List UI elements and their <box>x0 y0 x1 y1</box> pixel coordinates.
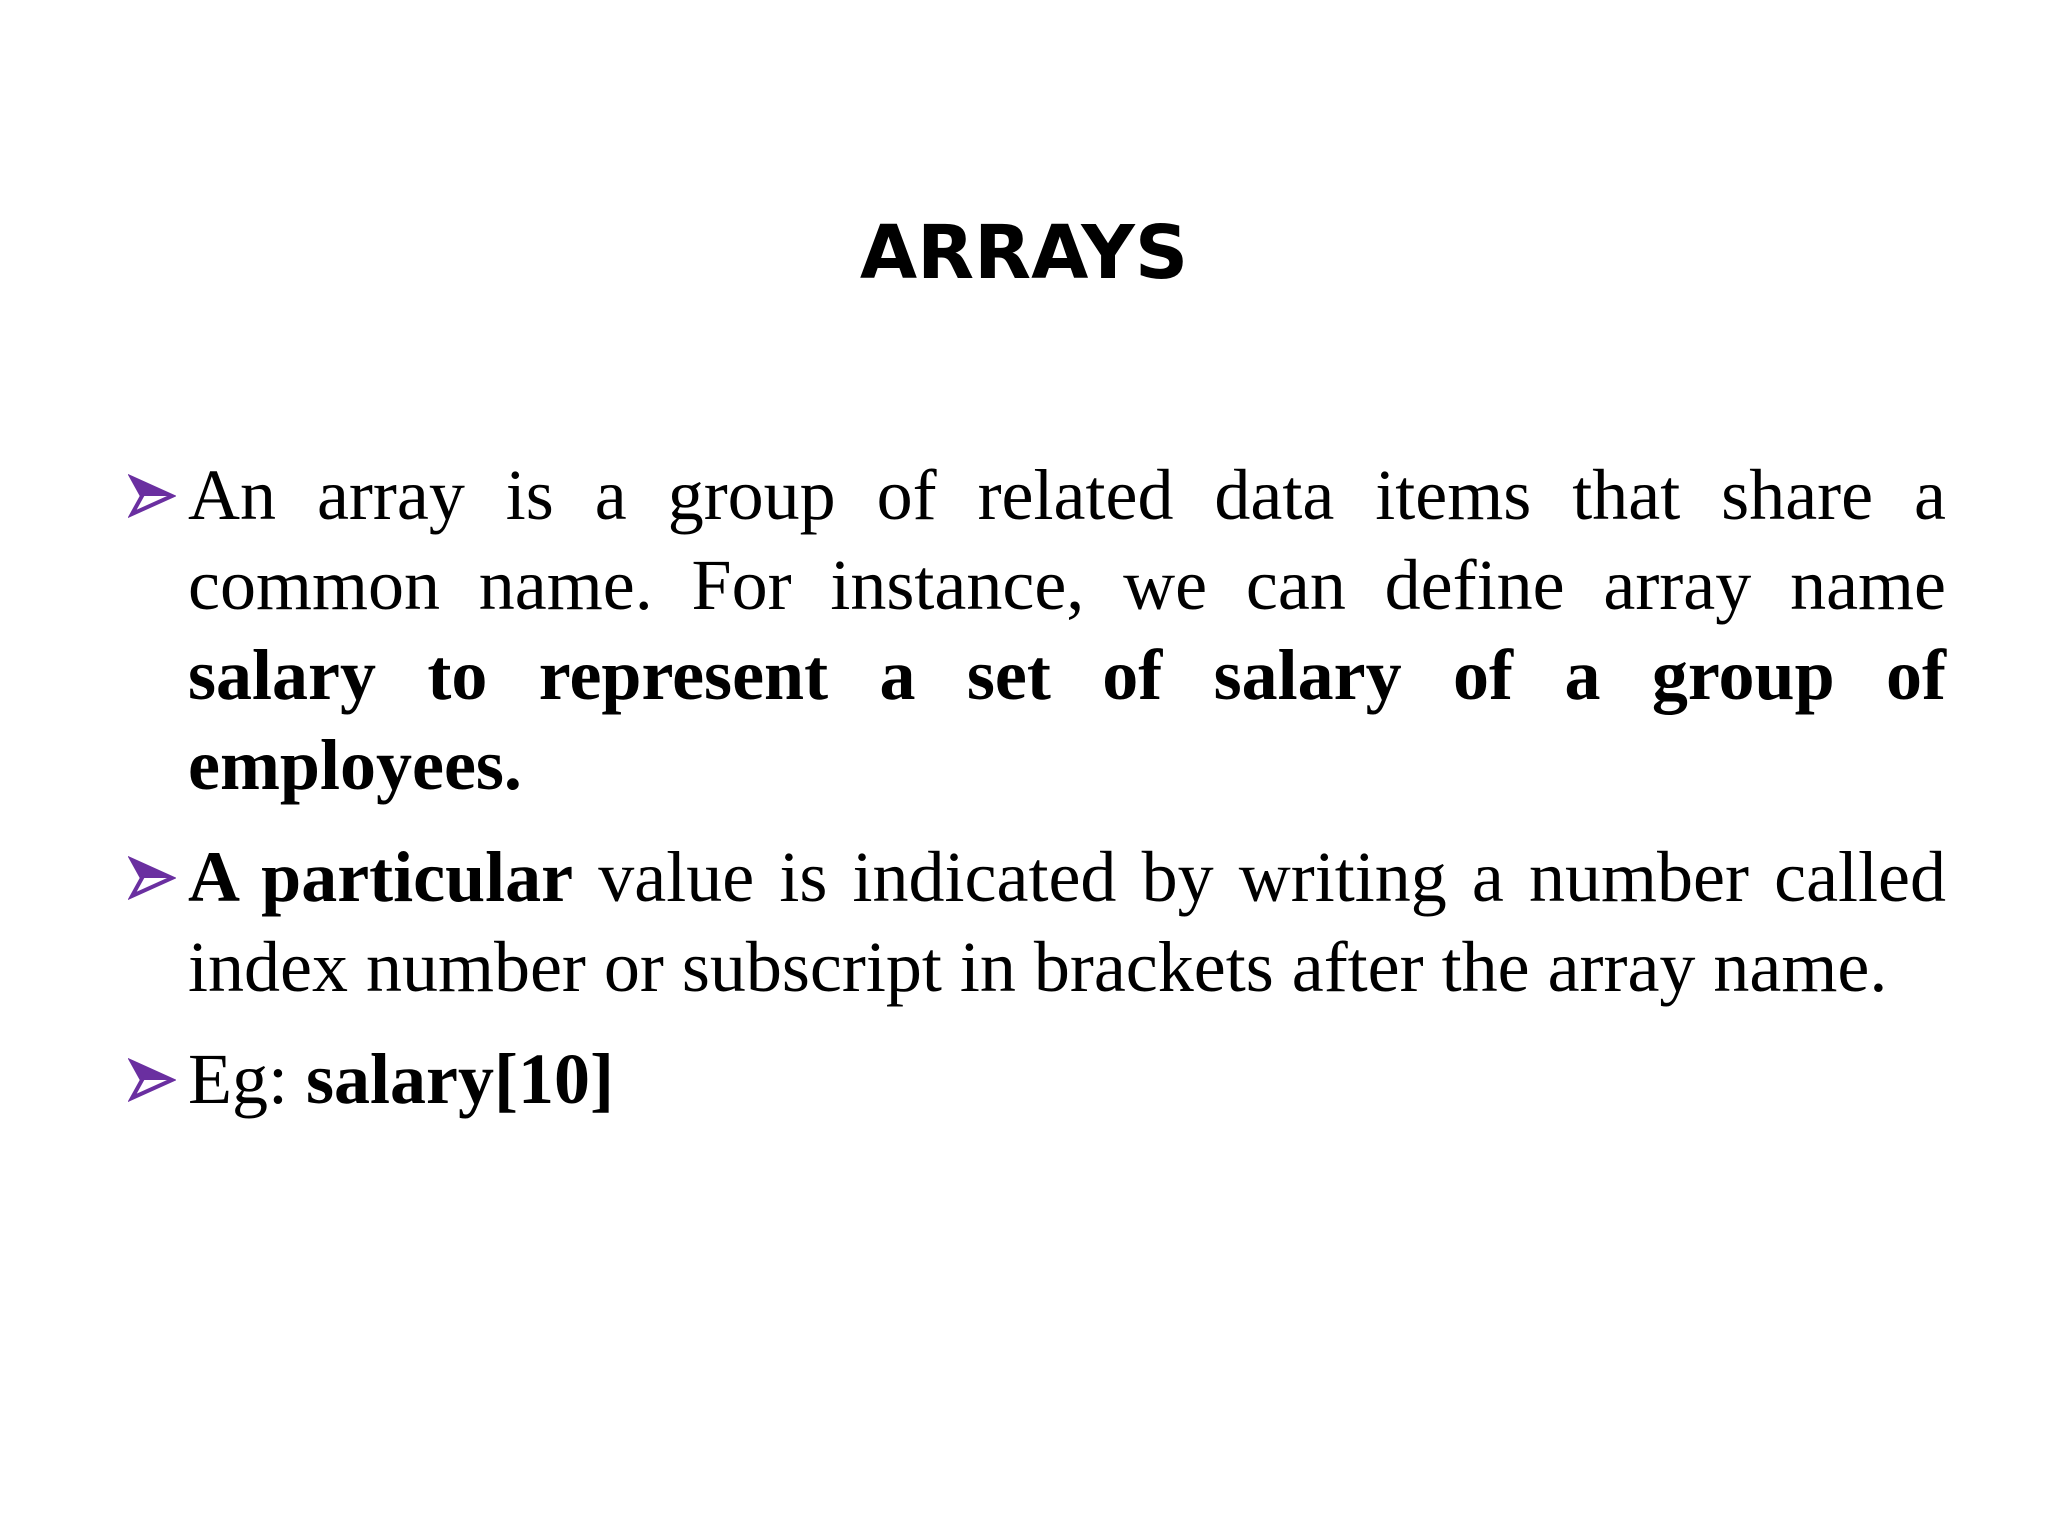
bullet-text-regular: An array is a group of related data items that share a common name. For instance, we can define array name <box>188 455 1946 625</box>
bullet-text-bold: salary to represent a set of salary of a group of employees. <box>188 635 1946 805</box>
bullet-item <box>128 832 1946 1012</box>
bullet-text-bold: A particular <box>188 837 574 917</box>
arrowhead-bullet-icon <box>128 472 176 520</box>
slide-title: ARRAYS <box>859 210 1189 296</box>
bullet-item <box>128 1034 1946 1124</box>
arrowhead-bullet-icon <box>128 854 176 902</box>
bullet-text-regular: Eg: <box>188 1039 306 1119</box>
arrowhead-bullet-icon <box>128 1056 176 1104</box>
bullet-text-bold: salary[10] <box>305 1039 614 1119</box>
bullet-item <box>128 450 1946 810</box>
bullet-list <box>128 450 1946 1146</box>
bullet-text-regular: value is indicated by writing a number called index number or subscript in brackets after the array name. <box>188 837 1946 1007</box>
